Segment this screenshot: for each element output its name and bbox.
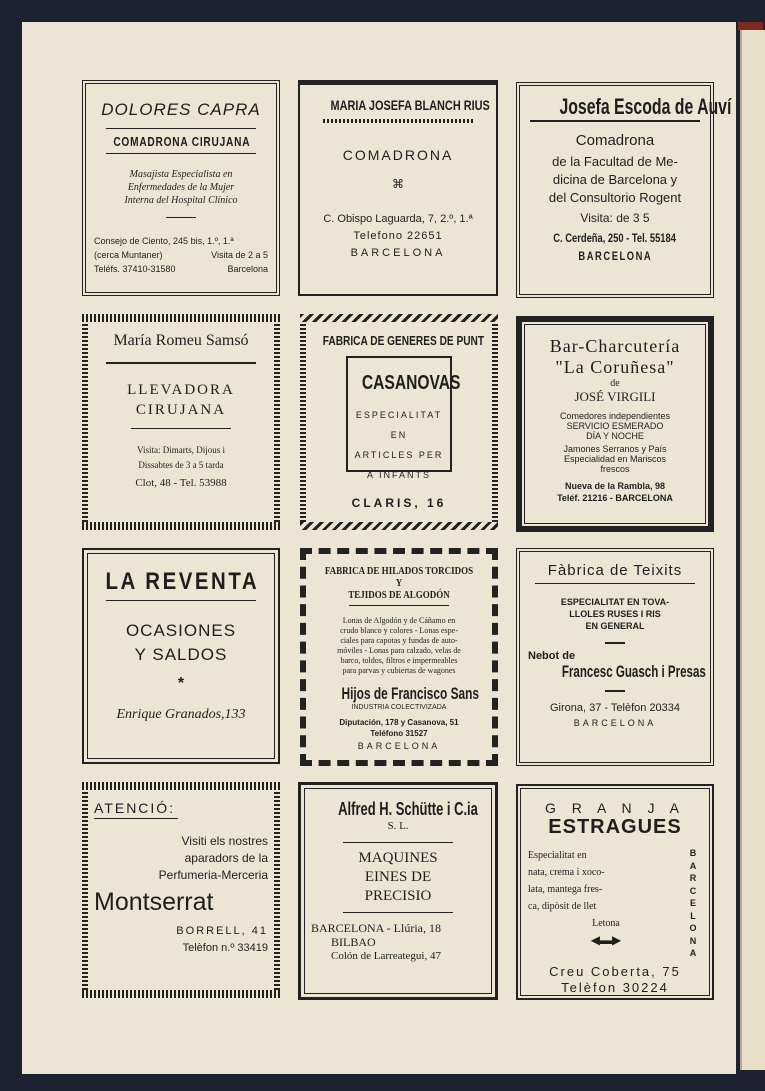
ad-name: Montserrat	[94, 888, 214, 916]
ad-title: COMADRONA CIRUJANA	[113, 134, 251, 149]
border-bottom	[82, 522, 280, 530]
divider	[106, 153, 256, 154]
ad-city-letter: A	[689, 860, 697, 871]
divider	[605, 690, 625, 692]
ad-city-vertical	[684, 847, 702, 960]
ad-city: BARCELONA	[350, 247, 446, 259]
border-bottom	[300, 522, 498, 530]
ad-text: aparadors de la	[184, 851, 268, 865]
ad-text: Jamones Serranos y País	[563, 444, 667, 454]
ad-text: LLOLES RUSES I RIS	[569, 609, 661, 619]
ad-title: "La Coruñesa"	[555, 357, 675, 377]
ad-address: Colón de Larreategui, 47	[331, 950, 441, 962]
divider	[131, 428, 231, 429]
ad-phone: Teléfono 31527	[370, 729, 428, 738]
ad-city-letter: N	[689, 935, 697, 946]
ad-desc: Masajista Especialista en	[129, 169, 233, 180]
ad-text: Visiti els nostres	[181, 834, 268, 848]
divider	[343, 912, 453, 913]
star-icon: *	[177, 675, 185, 692]
divider	[530, 120, 700, 122]
ad-title: COMADRONA	[342, 147, 454, 163]
ad-name: ESTRAGUES	[548, 816, 682, 838]
ad-name: Hijos de Francisco Sans	[341, 684, 480, 703]
border-right	[274, 322, 280, 522]
ad-text: Letona	[592, 918, 620, 929]
ad-address: BORRELL, 41	[176, 925, 268, 937]
ad-text: Perfumeria-Merceria	[158, 868, 268, 882]
ad-text: móviles - Lonas para calzado, velas de	[337, 646, 461, 655]
border-bottom	[82, 990, 280, 998]
ad-text: A INFANTS	[366, 470, 431, 480]
divider	[605, 642, 625, 644]
ad-text: ca, dipòsit de llet	[528, 901, 597, 912]
book-edge	[738, 22, 763, 30]
ad-la-corunesa	[516, 316, 714, 532]
ad-owner: JOSÉ VIRGILI	[574, 389, 656, 404]
ad-text: ESPECIALITAT EN	[355, 410, 443, 440]
arrow-ornament-icon: ◀▬▶	[590, 933, 622, 947]
page-spine	[740, 30, 765, 1070]
ad-title: G R A N J A	[545, 800, 685, 816]
ad-fabrica-teixits	[516, 548, 714, 766]
divider	[106, 362, 256, 364]
ad-text: barco, toldos, filtros e impermeables	[340, 656, 458, 665]
ad-city-letter: L	[690, 910, 696, 921]
ad-text: MAQUINES	[358, 850, 438, 866]
ad-text: lata, mantega fres-	[528, 884, 603, 895]
ad-phone: Teléfs. 37410-31580	[94, 264, 176, 274]
ad-text: nata, crema i xoco-	[528, 867, 605, 878]
ad-desc: Interna del Hospital Clínico	[124, 195, 238, 206]
ad-dolores-capra	[82, 80, 280, 296]
ad-text: EN GENERAL	[585, 621, 645, 631]
ad-title: Comadrona	[575, 132, 655, 149]
ad-text: Comedores independientes	[559, 411, 671, 421]
ad-city-letter: A	[689, 948, 697, 958]
ad-text: DÍA Y NOCHE	[586, 431, 644, 441]
ad-hours: Visita: de 3 5	[580, 211, 650, 225]
ad-city-letter: O	[689, 923, 697, 933]
ad-city: BILBAO	[331, 935, 376, 949]
border-left	[82, 322, 88, 522]
ad-hijos-francisco-sans	[300, 548, 498, 766]
ad-title: Bar-Charcutería	[549, 336, 681, 356]
divider	[106, 128, 256, 129]
ad-subtitle: S. L.	[387, 820, 409, 832]
ad-name: MARIA JOSEFA BLANCH RIUS	[330, 97, 490, 113]
divider	[343, 842, 453, 843]
ad-desc: Enfermedades de la Mujer	[127, 182, 235, 193]
ad-owner: Francesc Guasch i Presas	[561, 662, 706, 681]
ad-text: ciales para capotas y fundas de auto-	[340, 636, 458, 645]
ad-text: dicina de Barcelona y	[552, 172, 678, 187]
ad-city-letter: B	[689, 848, 697, 858]
ad-text: PRECISIO	[364, 888, 432, 904]
ad-text: de la Facultad de Me-	[552, 154, 678, 169]
divider	[323, 119, 473, 123]
ad-maria-josefa-blanch	[298, 80, 498, 296]
ad-alfred-schutte	[298, 782, 498, 1000]
ad-name: Alfred H. Schütte i C.ia	[338, 799, 478, 819]
ad-casanovas	[300, 314, 498, 530]
border-right	[274, 790, 280, 990]
ad-address: Enrique Granados,133	[116, 707, 246, 722]
ad-text: del Consultorio Rogent	[548, 190, 682, 205]
ad-subtitle: INDUSTRIA COLECTIVIZADA	[351, 704, 447, 711]
ad-hours: Visita: Dimarts, Dijous i	[137, 445, 225, 455]
ad-text: Nebot de	[528, 650, 576, 662]
ad-text: EINES DE	[364, 869, 432, 885]
ad-text: Especialitat en	[528, 850, 587, 861]
ad-text: Especialidad en Mariscos	[563, 454, 667, 464]
ad-name: Josefa Escoda de Auví	[559, 94, 732, 119]
border-top	[82, 782, 280, 790]
ad-phone: Teléf. 21216 - BARCELONA	[557, 493, 673, 503]
ad-header: ATENCIÓ:	[94, 800, 176, 816]
divider	[349, 605, 449, 606]
divider	[166, 217, 196, 218]
ad-title: CIRUJANA	[135, 402, 227, 418]
ad-name: CASANOVAS	[361, 372, 461, 394]
ad-address: Nueva de la Rambla, 98	[564, 481, 666, 491]
ad-address: Creu Coberta, 75	[549, 963, 681, 979]
ad-address: C. Cerdeña, 250 - Tel. 55184	[553, 231, 677, 245]
ad-header: TEJIDOS DE ALGODÓN	[348, 590, 450, 601]
ad-maria-romeu	[82, 314, 280, 530]
ad-header: FABRICA DE GENERES DE PUNT	[322, 333, 485, 348]
ad-address: Diputación, 178 y Casanova, 51	[339, 718, 459, 727]
ad-address: Clot, 48 - Tel. 53988	[135, 477, 227, 489]
ad-hours: Visita de 2 a 5	[211, 250, 268, 260]
ad-address: (cerca Muntaner)	[94, 250, 163, 260]
ad-la-reventa	[82, 548, 280, 764]
divider	[106, 600, 256, 601]
border-right	[492, 322, 498, 522]
ad-text: ARTICLES PER	[354, 450, 444, 460]
ad-phone: Telèfon 30224	[561, 979, 669, 995]
ad-text: crudo blanco y colores - Lonas espe-	[340, 626, 458, 635]
border-left	[300, 322, 306, 522]
ad-phone: Telefono 22651	[353, 230, 443, 242]
ad-granja-estragues	[516, 784, 714, 1000]
ad-city: BARCELONA	[573, 718, 657, 728]
ad-text: ESPECIALITAT EN TOVA-	[560, 597, 670, 607]
divider	[535, 583, 695, 584]
ad-address: BARCELONA - Llúria, 18	[311, 921, 441, 935]
ad-hours: Dissabtes de 3 a 5 tarda	[138, 460, 224, 470]
divider	[94, 818, 178, 819]
ad-name: LA REVENTA	[105, 568, 260, 595]
ad-text: OCASIONES	[125, 621, 237, 640]
border-top	[300, 314, 498, 322]
ad-header: FABRICA DE HILADOS TORCIDOS Y	[324, 566, 474, 589]
ad-city-letter: E	[689, 898, 696, 908]
ad-text: Y SALDOS	[134, 645, 228, 664]
ad-title: LLEVADORA	[127, 382, 235, 398]
ad-name: DOLORES CAPRA	[101, 100, 261, 119]
ad-address: Consejo de Ciento, 245 bis, 1.º, 1.ª	[94, 236, 234, 246]
ad-address: C. Obispo Laguarda, 7, 2.º, 1.ª	[323, 213, 473, 225]
ad-name: María Romeu Samsó	[113, 332, 249, 349]
ad-city: BARCELONA	[578, 249, 652, 263]
ornament-icon: ⌘	[392, 177, 404, 191]
ad-text: para parvas y cubiertas de wagones	[342, 666, 456, 675]
ad-text: frescos	[600, 464, 630, 474]
ad-address: CLARIS, 16	[351, 496, 447, 510]
ad-city: Barcelona	[227, 264, 268, 274]
ad-text: SERVICIO ESMERADO	[566, 421, 664, 431]
ad-josefa-escoda	[516, 82, 732, 298]
ad-name: Fàbrica de Teixits	[547, 562, 683, 579]
border-left	[82, 790, 88, 990]
ad-phone: Telèfon n.º 33419	[182, 942, 268, 954]
border-top	[82, 314, 280, 322]
ad-address: Girona, 37 - Telèfon 20334	[549, 702, 681, 714]
ad-city: BARCELONA	[357, 741, 441, 751]
ad-text: Lonas de Algodón y de Cáñamo en	[342, 616, 456, 625]
ad-city-letter: R	[689, 873, 697, 883]
ad-city-letter: C	[689, 885, 697, 896]
ad-perfumeria-montserrat	[82, 782, 280, 998]
ad-text: de	[610, 378, 620, 389]
